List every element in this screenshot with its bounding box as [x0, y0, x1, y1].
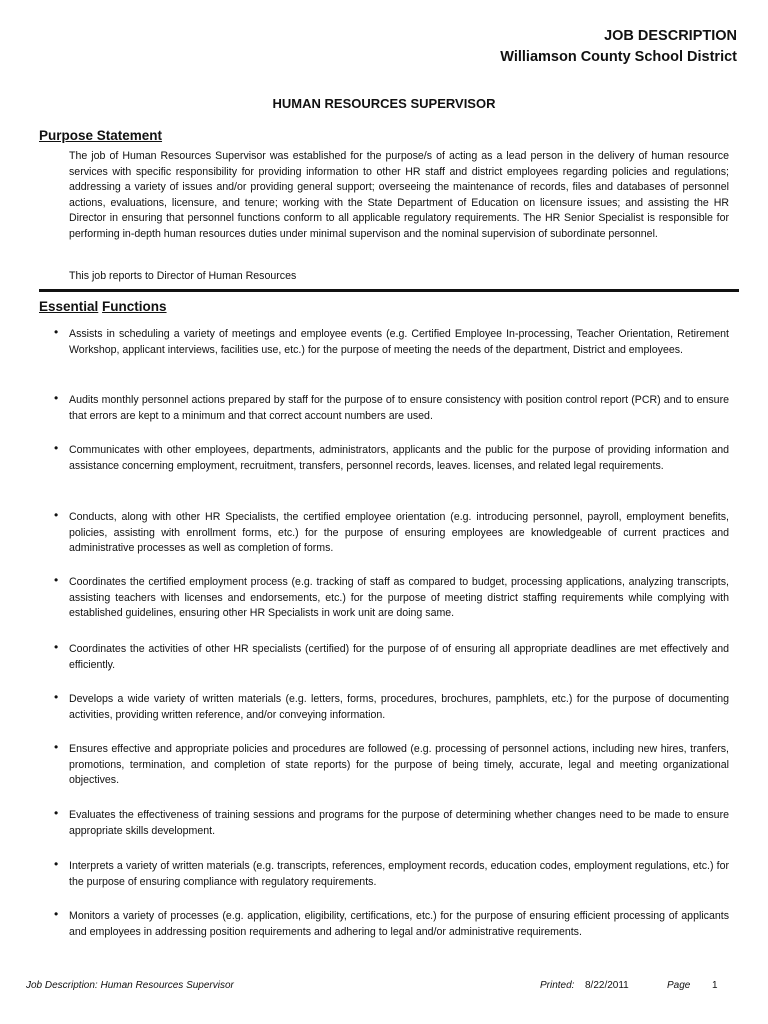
- job-title: HUMAN RESOURCES SUPERVISOR: [272, 96, 496, 111]
- footer-printed-label: Printed:: [540, 980, 575, 991]
- bullet-icon: •: [54, 640, 59, 654]
- list-item: [54, 907, 729, 940]
- bullet-icon: •: [54, 573, 59, 587]
- bullet-icon: •: [54, 441, 59, 455]
- purpose-paragraph: The job of Human Resources Supervisor was established for the purpose/s of acting as a lead person in the delivery of human resource services with specific responsibility for providing information to other HR staff and district employees regarding policies and regulations; addressing a variety of issues and/or providing general support; overseeing the maintenance of records, files and databases of personnel actions, evaluations, licensure, and tenure; working with the State Department of Education on licensure issues; and assisting the HR Director in ensuring that personnel functions conform to all applicable regulatory requirements. The HR Senior Specialist is responsible for performing in-depth human resources duties under minimal supervison and the nominal supervision of subordinate personnel.: [69, 150, 729, 240]
- list-item: [54, 640, 729, 673]
- section-divider: [39, 289, 739, 292]
- list-item-text: Monitors a variety of processes (e.g. application, eligibility, certifications, etc.) for the purpose of ensuring efficient processing of applicants and employees in addressing position requirements and adhering to legal and/or administrative requirements.: [69, 910, 729, 938]
- list-item-text: Communicates with other employees, departments, administrators, applicants and the public for the purpose of providing information and assistance concerning employment, recruitment, transfers, personnel records, leaves. licenses, and related legal requirements.: [69, 444, 729, 472]
- list-item-text: Develops a wide variety of written materials (e.g. letters, forms, procedures, brochures, pamphlets, etc.) for the purpose of documenting activities, providing written reference, and/or conveying information.: [69, 693, 729, 721]
- organization-name: Williamson County School District: [500, 49, 737, 65]
- list-item-text: Audits monthly personnel actions prepared by staff for the purpose of to ensure consistency with position control report (PCR) and to ensure that errors are kept to a minimum and that correct account numbers are used.: [69, 394, 729, 422]
- document-header: [500, 26, 737, 68]
- list-item: [54, 740, 729, 789]
- bullet-icon: •: [54, 391, 59, 405]
- footer-document-label: Job Description: Human Resources Supervisor: [26, 980, 234, 991]
- essential-heading-part1: Essential: [39, 299, 99, 314]
- purpose-heading: [39, 128, 162, 143]
- list-item: [54, 391, 729, 424]
- bullet-icon: •: [54, 690, 59, 704]
- essential-heading-part2: Functions: [102, 299, 167, 314]
- bullet-icon: •: [54, 508, 59, 522]
- list-item: [54, 573, 729, 622]
- bullet-icon: •: [54, 740, 59, 754]
- purpose-heading-text: Purpose Statement: [39, 128, 163, 143]
- list-item: [54, 806, 729, 839]
- doc-type-title: JOB DESCRIPTION: [604, 28, 737, 44]
- list-item: [54, 857, 729, 890]
- list-item-text: Ensures effective and appropriate policies and procedures are followed (e.g. processing of personnel actions, including new hires, tranfers, promotions, termination, and completion of state reports) for the purpose of being timely, accurate, legal and meeting organizational objectives.: [69, 743, 729, 787]
- reports-to-line: This job reports to Director of Human Resources: [69, 270, 297, 282]
- list-item: [54, 508, 729, 557]
- list-item-text: Assists in scheduling a variety of meetings and employee events (e.g. Certified Employee In-processing, Teacher Orientation, Retirement Workshop, applicant interviews, facilities use, etc.) for the purpose of meeting the needs of the department, District and employees.: [69, 328, 729, 356]
- bullet-icon: •: [54, 325, 59, 339]
- footer-printed-date: 8/22/2011: [585, 980, 629, 991]
- footer-page-label: Page: [667, 980, 691, 991]
- list-item: [54, 441, 729, 474]
- list-item-text: Conducts, along with other HR Specialists, the certified employee orientation (e.g. introducing personnel, payroll, employment benefits, policies, assisting with enrollment forms, etc.) for the purpose of ensuring employees are knowledgeable of current practices and administrative processes as well as completion of forms.: [69, 511, 729, 555]
- list-item: [54, 325, 729, 358]
- essential-functions-heading: [39, 299, 167, 314]
- list-item-text: Coordinates the activities of other HR specialists (certified) for the purpose of of ensuring all appropriate deadlines are met effectively and efficiently.: [69, 643, 729, 671]
- bullet-icon: •: [54, 907, 59, 921]
- bullet-icon: •: [54, 857, 59, 871]
- footer-page-number: 1: [712, 980, 718, 991]
- list-item: [54, 690, 729, 723]
- list-item-text: Coordinates the certified employment process (e.g. tracking of staff as compared to budget, processing applications, analyzing transcripts, assisting teachers with licenses and endorsements, etc.) for the purpose of meeting district staffing requirements while complying with established guidelines, ensuring other HR Specialists in work unit are doing same.: [69, 576, 729, 620]
- bullet-icon: •: [54, 806, 59, 820]
- list-item-text: Evaluates the effectiveness of training sessions and programs for the purpose of determining whether changes need to be made to ensure appropriate skills development.: [69, 809, 729, 837]
- list-item-text: Interprets a variety of written materials (e.g. transcripts, references, employment records, education codes, employment regulations, etc.) for the purpose of ensuring compliance with regulatory requirements.: [69, 860, 729, 888]
